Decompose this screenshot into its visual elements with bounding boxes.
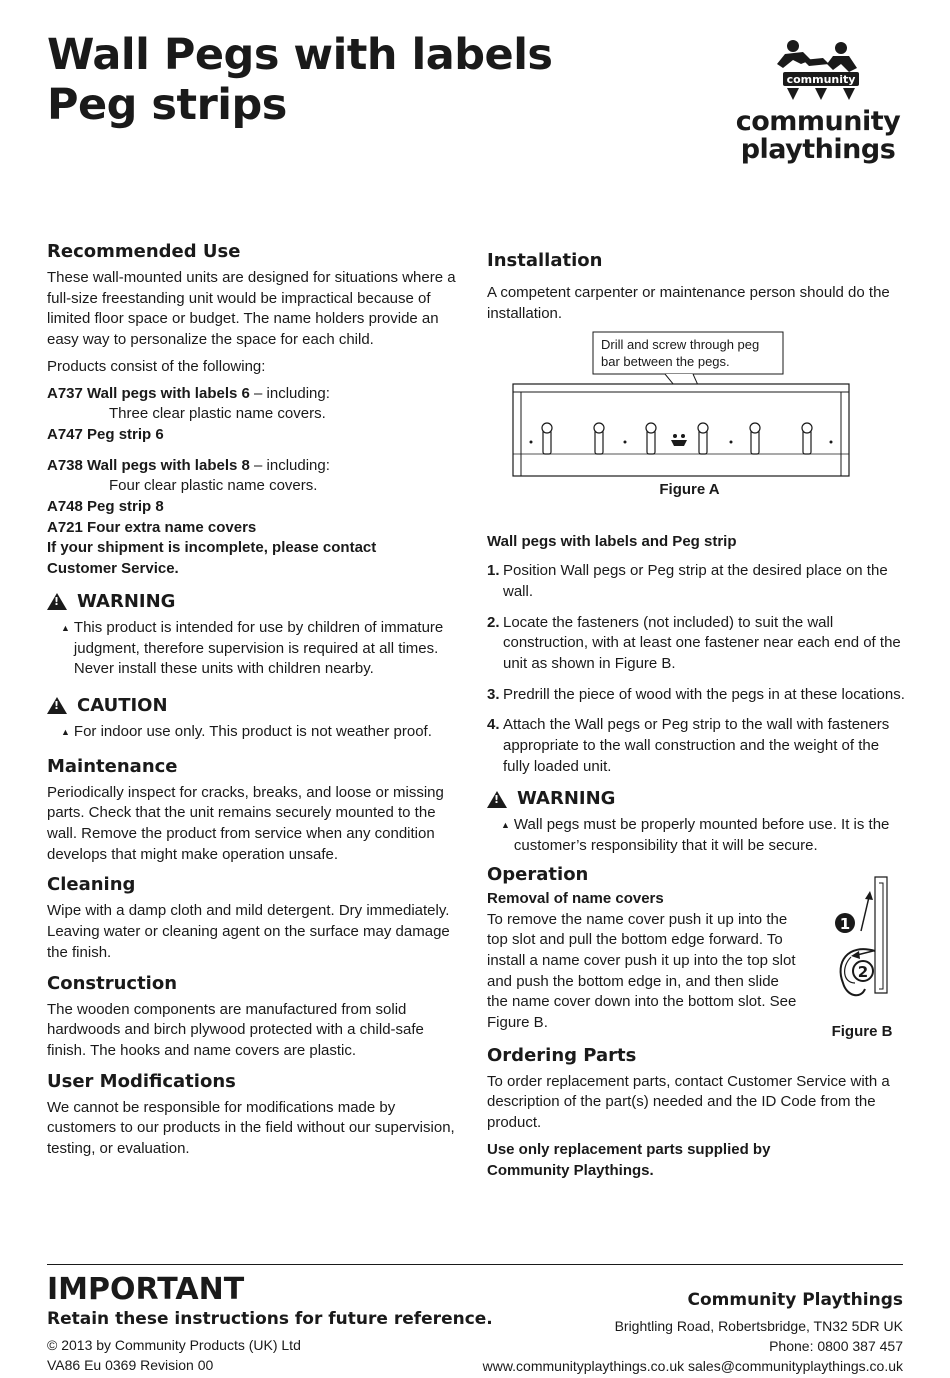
caution-text: For indoor use only. This product is not weather proof. [73, 722, 432, 740]
installation-step [487, 561, 907, 602]
ordering-parts-heading: Ordering Parts [487, 1044, 637, 1066]
footer-divider [47, 1264, 903, 1265]
product-a738-detail: Four clear plastic name covers. [109, 477, 318, 495]
installation-step [487, 715, 907, 777]
installation-step [487, 685, 907, 706]
callout-line-2: bar between the pegs. [601, 354, 730, 370]
figure-a [487, 330, 907, 510]
callout-line-1: Drill and screw through peg [601, 337, 760, 353]
product-a721: A721 Four extra name covers [47, 518, 257, 536]
triangle-bullet-icon: ▲ [61, 622, 70, 633]
peg-bar-diagram [487, 330, 907, 490]
triangle-bullet-icon: ▲ [61, 726, 70, 737]
caution-heading [47, 694, 467, 718]
product-a738-including: – including: [249, 456, 330, 474]
maintenance-heading: Maintenance [47, 755, 178, 777]
step-number: 1. [487, 562, 500, 580]
company-address: Brightling Road, Robertsbridge, TN32 5DR UK [614, 1318, 903, 1334]
warning-left-heading [47, 590, 467, 614]
revision: VA86 Eu 0369 Revision 00 [47, 1357, 214, 1373]
step-text: Locate the fasteners (not included) to suit the wall construction, with at least one fastener near each end of the unit as shown in Figure B. [503, 613, 901, 672]
important-heading: IMPORTANT [47, 1272, 245, 1307]
warning-right-label: WARNING [517, 788, 616, 810]
warning-icon [47, 593, 67, 610]
product-a738 [47, 456, 467, 477]
title-line-1: Wall Pegs with labels [47, 30, 553, 80]
product-a737 [47, 384, 467, 405]
step-text: Predrill the piece of wood with the pegs in at these locations. [503, 685, 905, 703]
caution-icon [47, 697, 67, 714]
recommended-use-body: These wall-mounted units are designed for situations where a full-size freestanding unit would be impractical because of limited floor space or budget. The name holders provide an easy way to personalize the space for each child. [47, 269, 456, 349]
company-phone: Phone: 0800 387 457 [769, 1338, 903, 1354]
installation-step [487, 613, 907, 675]
ordering-parts-note: Use only replacement parts supplied by Community Playthings. [487, 1140, 771, 1179]
step-text: Position Wall pegs or Peg strip at the desired place on the wall. [503, 562, 888, 600]
footer-legal [47, 1335, 301, 1375]
product-a737-name: A737 Wall pegs with labels 6 [47, 384, 250, 402]
triangle-bullet-icon: ▲ [501, 820, 510, 831]
logo-line-1: community [735, 106, 901, 137]
warning-right-heading [487, 787, 907, 811]
caution-item [47, 722, 467, 743]
title-line-2: Peg strips [47, 80, 287, 130]
right-column [487, 249, 907, 1181]
product-a747: A747 Peg strip 6 [47, 425, 164, 443]
left-column [47, 240, 467, 1166]
construction-heading: Construction [47, 972, 178, 994]
figure-b-marker-2: 2 [857, 962, 869, 981]
incomplete-shipment-note: If your shipment is incomplete, please contact Customer Service. [47, 539, 377, 578]
company-name: Community Playthings [687, 1290, 903, 1310]
construction-body: The wooden components are manufactured from solid hardwoods and birch plywood protected with a child-safe finish. The hooks and name covers are plastic. [47, 1000, 424, 1059]
warning-icon [487, 791, 507, 808]
operation-subheading: Removal of name covers [487, 889, 664, 907]
retain-instructions: Retain these instructions for future reference. [47, 1309, 493, 1329]
maintenance-body: Periodically inspect for cracks, breaks, and loose or missing parts. Check that the unit remains securely mounted to the wall. Remove the product from service when any condition develops that might make operation unsafe. [47, 783, 444, 863]
figure-b [817, 873, 907, 1042]
product-a748: A748 Peg strip 8 [47, 498, 164, 516]
user-modifications-body: We cannot be responsible for modifications made by customers to our products in the field without our supervision, testing, or evaluation. [47, 1098, 455, 1158]
copyright: © 2013 by Community Products (UK) Ltd [47, 1337, 301, 1353]
step-number: 3. [487, 685, 500, 703]
operation-section [487, 863, 907, 1040]
name-cover-diagram [817, 873, 907, 1013]
step-number: 2. [487, 613, 500, 631]
operation-heading: Operation [487, 863, 589, 885]
figure-a-caption: Figure A [659, 481, 720, 499]
recommended-use-heading: Recommended Use [47, 241, 241, 262]
step-text: Attach the Wall pegs or Peg strip to the wall with fasteners appropriate to the wall construction and the weight of the fully loaded unit. [503, 716, 890, 775]
warning-right-text: Wall pegs must be properly mounted before use. It is the customer’s responsibility that it will be secure. [513, 816, 890, 855]
warning-right-item [487, 815, 907, 856]
figure-b-marker-1: 1 [839, 914, 851, 933]
ordering-parts-body: To order replacement parts, contact Customer Service with a description of the part(s) needed and the ID Code from the product. [487, 1072, 890, 1132]
product-a738-name: A738 Wall pegs with labels 8 [47, 456, 250, 474]
logo-line-2: playthings [740, 134, 896, 165]
installation-body: A competent carpenter or maintenance person should do the installation. [487, 284, 890, 322]
operation-body: To remove the name cover push it up into the top slot and pull the bottom edge forward. To install a name cover push it up into the top slot and push the bottom edge in, and then slide the name cover down into the bottom slot. See Figure B. [487, 910, 797, 1032]
installation-heading: Installation [487, 250, 603, 271]
user-modifications-heading: User Modifications [47, 1070, 236, 1092]
installation-steps [487, 561, 907, 777]
logo-badge-text: community [786, 73, 856, 86]
company-contact [483, 1288, 903, 1376]
cleaning-heading: Cleaning [47, 874, 136, 896]
product-a737-detail: Three clear plastic name covers. [109, 405, 326, 423]
installation-subheading: Wall pegs with labels and Peg strip [487, 533, 737, 551]
page-title [47, 30, 553, 130]
products-intro: Products consist of the following: [47, 357, 266, 375]
product-a737-including: – including: [249, 384, 330, 402]
warning-left-label: WARNING [77, 590, 176, 612]
company-web-email[interactable]: www.communityplaythings.co.uk sales@communityplaythings.co.uk [482, 1358, 903, 1374]
children-logo-icon [763, 38, 873, 108]
cleaning-body: Wipe with a damp cloth and mild detergent. Dry immediately. Leaving water or cleaning agent on the surface may damage the finish. [47, 902, 450, 961]
figure-b-caption: Figure B [831, 1022, 893, 1040]
caution-label: CAUTION [77, 694, 168, 716]
community-playthings-logo [728, 38, 908, 164]
warning-left-item [47, 618, 467, 680]
step-number: 4. [487, 716, 500, 734]
warning-left-text: This product is intended for use by children of immature judgment, therefore supervision is required at all times. Never install these units with children nearby. [73, 618, 444, 678]
